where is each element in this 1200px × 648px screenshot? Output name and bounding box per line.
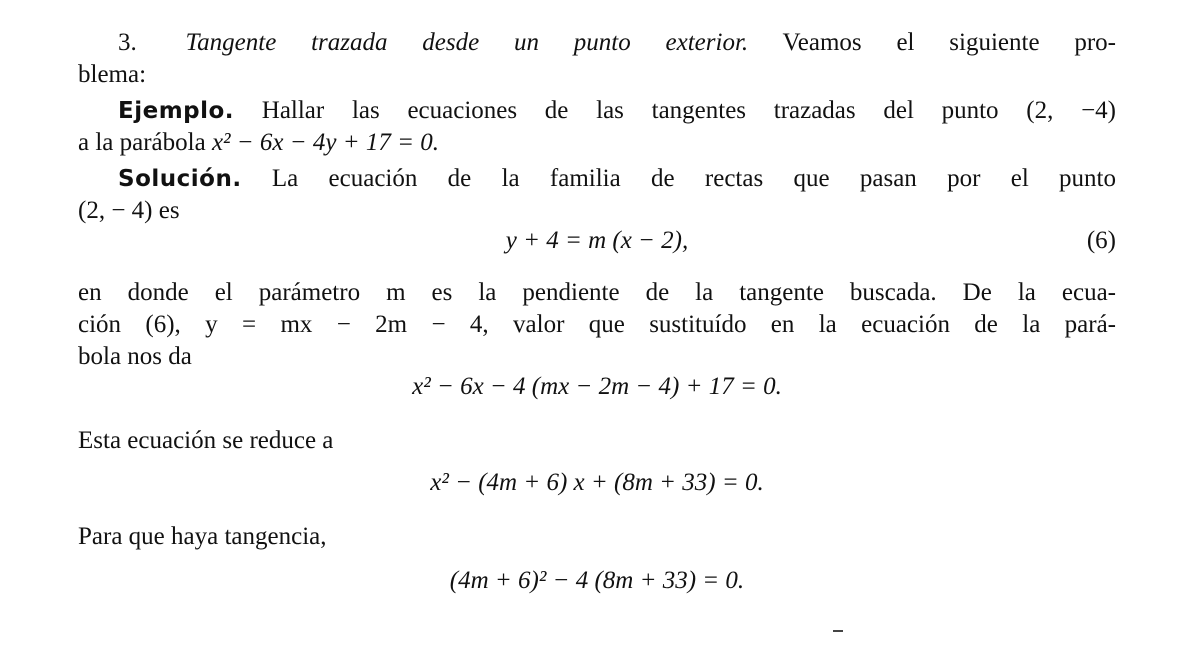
- solution-line-1: [78, 164, 1116, 194]
- equation-6-number: (6): [1086, 227, 1116, 254]
- solution-paragraph-line-3: bola nos da: [78, 343, 192, 370]
- section-number: 3.: [118, 29, 137, 56]
- reduced-equation-text: x² − (4m + 6) x + (8m + 33) = 0.: [430, 469, 764, 496]
- example-line-1: [78, 96, 1116, 126]
- solution-paragraph-line-1: en donde el parámetro m es la pendiente de la tangente buscada. De la ecua-: [78, 279, 1116, 306]
- solution-label: Solución.: [118, 166, 242, 192]
- equation-6-row: [78, 226, 1116, 256]
- solution-paragraph-line-2: ción (6), y = mx − 2m − 4, valor que sustituído en la ecuación de la pará-: [78, 311, 1116, 338]
- example-text-prefix: a la parábola: [78, 129, 206, 156]
- tangency-equation-text: (4m + 6)² − 4 (8m + 33) = 0.: [449, 567, 745, 594]
- substituted-equation-text: x² − 6x − 4 (mx − 2m − 4) + 17 = 0.: [412, 373, 782, 400]
- reduce-text: Esta ecuación se reduce a: [78, 427, 334, 454]
- example-line-2: [78, 128, 1116, 158]
- example-label: Ejemplo.: [118, 98, 235, 124]
- section-intro: Veamos el siguiente pro-: [782, 29, 1116, 56]
- tangency-equation: [78, 566, 1116, 596]
- section-title: Tangente trazada desde un punto exterior.: [185, 29, 749, 56]
- reduced-equation: [78, 468, 1116, 498]
- section-heading-line: [78, 28, 1116, 58]
- substituted-equation: [78, 372, 1116, 402]
- tangency-text: Para que haya tangencia,: [78, 523, 327, 550]
- example-text: Hallar las ecuaciones de las tangentes trazadas del punto (2, −4): [261, 97, 1116, 124]
- section-intro-continued: blema:: [78, 61, 147, 88]
- scan-mark: [833, 630, 843, 632]
- solution-text: La ecuación de la familia de rectas que pasan por el punto: [271, 165, 1117, 192]
- equation-6: y + 4 = m (x − 2),: [505, 227, 689, 254]
- example-equation: x² − 6x − 4y + 17 = 0.: [211, 129, 439, 156]
- solution-line-2: (2, − 4) es: [78, 197, 180, 224]
